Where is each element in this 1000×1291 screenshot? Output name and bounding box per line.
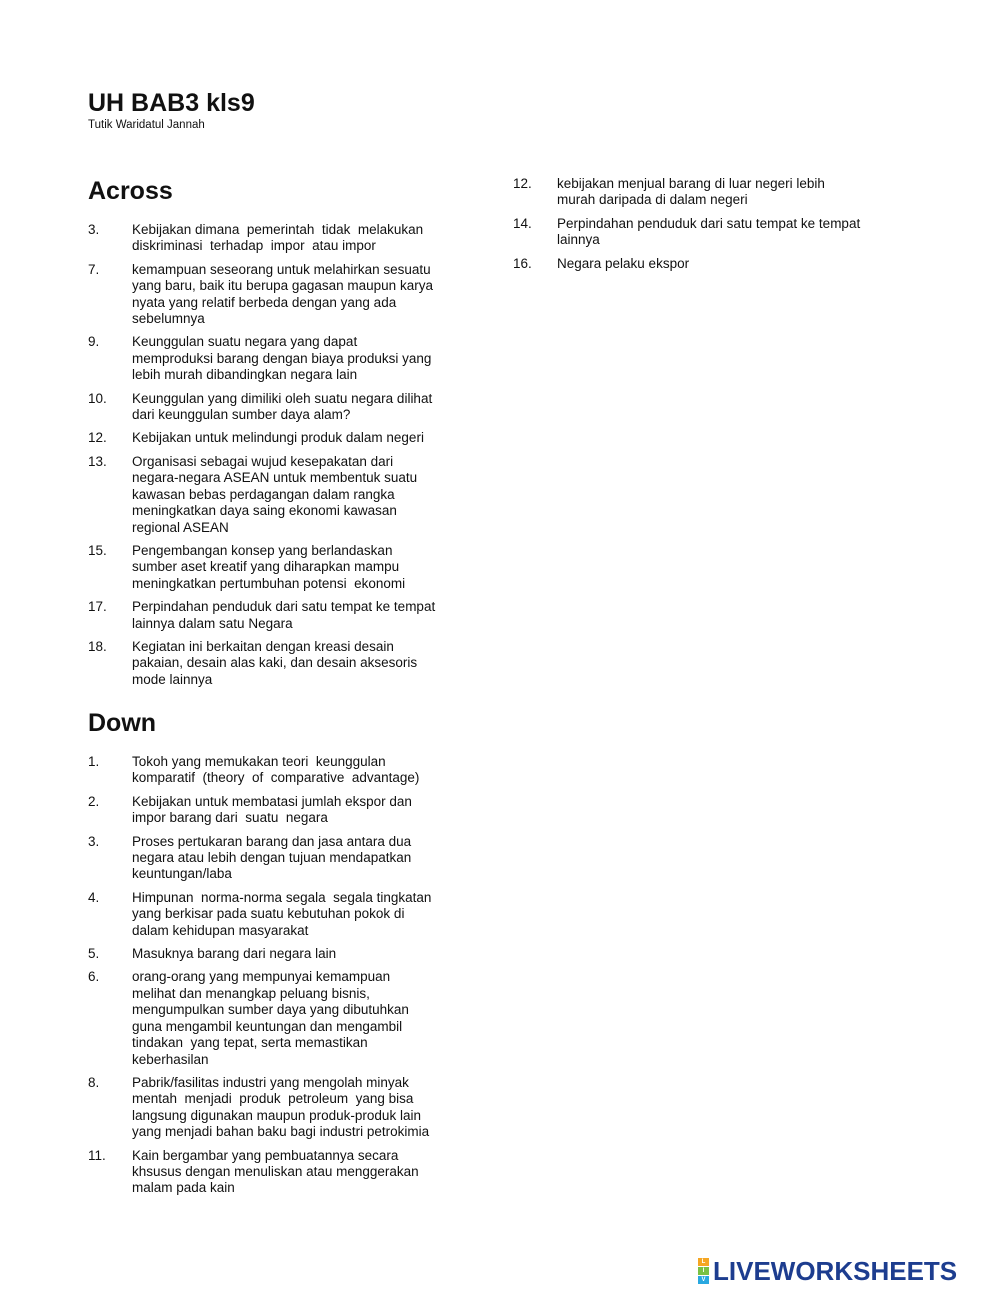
clue-item bbox=[88, 543, 468, 592]
clue-number: 9. bbox=[88, 334, 100, 350]
clue-number: 18. bbox=[88, 638, 107, 654]
worksheet-title: UH BAB3 kls9 bbox=[88, 89, 255, 117]
clue-item bbox=[88, 334, 468, 383]
clue-number: 17. bbox=[88, 599, 107, 615]
clue-item bbox=[88, 834, 468, 883]
clue-text: Tokoh yang memukakan teori keunggulan komparatif (theory of comparative advantage) bbox=[132, 754, 420, 786]
clue-number: 3. bbox=[88, 833, 100, 849]
logo-block-v: V bbox=[698, 1276, 709, 1284]
clue-item bbox=[513, 176, 903, 209]
clue-number: 13. bbox=[88, 453, 107, 469]
clue-number: 10. bbox=[88, 390, 107, 406]
clue-number: 6. bbox=[88, 969, 100, 985]
clue-item bbox=[88, 391, 468, 424]
logo-block-i: I bbox=[698, 1267, 709, 1275]
down-heading: Down bbox=[88, 709, 157, 737]
clue-number: 11. bbox=[88, 1147, 106, 1163]
clue-text: Perpindahan penduduk dari satu tempat ke tempat lainnya bbox=[557, 215, 861, 248]
clue-text: orang-orang yang mempunyai kemampuan melihat dan menangkap peluang bisnis, mengumpulkan sumber daya yang dibutuhkan guna mengambil keuntungan dan mengambil tindakan yang tepat, serta memastikan keberhasilan bbox=[132, 969, 409, 1067]
clue-item bbox=[88, 946, 468, 962]
clue-number: 8. bbox=[88, 1074, 100, 1090]
clue-item bbox=[513, 216, 903, 249]
clue-text: Himpunan norma-norma segala segala tingkatan yang berkisar pada suatu kebutuhan pokok di dalam kehidupan masyarakat bbox=[132, 889, 432, 938]
clue-item bbox=[88, 754, 468, 787]
clue-text: Pengembangan konsep yang berlandaskan sumber aset kreatif yang diharapkan mampu meningkatkan pertumbuhan potensi ekonomi bbox=[132, 542, 406, 591]
clue-text: Proses pertukaran barang dan jasa antara dua negara atau lebih dengan tujuan mendapatkan keuntungan/laba bbox=[132, 833, 412, 882]
clue-number: 15. bbox=[88, 542, 107, 558]
clue-item bbox=[88, 222, 468, 255]
clue-item bbox=[88, 1148, 468, 1197]
clue-number: 4. bbox=[88, 889, 100, 905]
clue-text: kemampuan seseorang untuk melahirkan sesuatu yang baru, baik itu berupa gagasan maupun karya nyata yang relatif berbeda dengan yang ada sebelumnya bbox=[132, 261, 433, 327]
down-clue-list-continued bbox=[513, 176, 903, 279]
clue-item bbox=[88, 890, 468, 939]
logo-block-l: L bbox=[698, 1258, 709, 1266]
clue-text: Kebijakan dimana pemerintah tidak melakukan diskriminasi terhadap impor atau impor bbox=[132, 222, 424, 254]
clue-item bbox=[88, 430, 468, 446]
clue-number: 2. bbox=[88, 793, 100, 809]
clue-number: 16. bbox=[513, 255, 532, 271]
clue-number: 5. bbox=[88, 946, 100, 962]
clue-item bbox=[513, 256, 903, 272]
clue-text: Keunggulan yang dimiliki oleh suatu negara dilihat dari keunggulan sumber daya alam? bbox=[132, 390, 433, 423]
clue-number: 7. bbox=[88, 261, 100, 277]
clue-item bbox=[88, 599, 468, 632]
down-clue-list bbox=[88, 754, 468, 1204]
clue-text: kebijakan menjual barang di luar negeri lebih murah daripada di dalam negeri bbox=[557, 176, 825, 208]
clue-number: 12. bbox=[88, 430, 107, 446]
clue-text: Kebijakan untuk membatasi jumlah ekspor dan impor barang dari suatu negara bbox=[132, 793, 412, 826]
clue-text: Keunggulan suatu negara yang dapat memproduksi barang dengan biaya produksi yang lebih murah dibandingkan negara lain bbox=[132, 334, 432, 383]
clue-text: Organisasi sebagai wujud kesepakatan dari negara-negara ASEAN untuk membentuk suatu kawasan bebas perdagangan dalam rangka meningkatkan daya saing ekonomi kawasan regional ASEAN bbox=[132, 453, 418, 535]
clue-item bbox=[88, 794, 468, 827]
clue-item bbox=[88, 639, 468, 688]
across-clue-list bbox=[88, 222, 468, 695]
clue-text: Kain bergambar yang pembuatannya secara khsusus dengan menuliskan atau menggerakan malam pada kain bbox=[132, 1147, 419, 1196]
across-heading: Across bbox=[88, 177, 173, 205]
clue-text: Kebijakan untuk melindungi produk dalam negeri bbox=[132, 430, 424, 446]
clue-text: Kegiatan ini berkaitan dengan kreasi desain pakaian, desain alas kaki, dan desain aksesoris mode lainnya bbox=[132, 638, 418, 687]
worksheet-author: Tutik Waridatul Jannah bbox=[88, 119, 205, 131]
logo-text: LIVEWORKSHEETS bbox=[713, 1256, 958, 1286]
clue-text: Masuknya barang dari negara lain bbox=[132, 946, 337, 962]
clue-number: 3. bbox=[88, 222, 100, 237]
clue-number: 1. bbox=[88, 754, 100, 769]
clue-text: Negara pelaku ekspor bbox=[557, 255, 690, 271]
clue-text: Pabrik/fasilitas industri yang mengolah minyak mentah menjadi produk petroleum yang bisa langsung digunakan maupun produk-produk lain yang menjadi bahan baku bagi industri petrokimia bbox=[132, 1074, 430, 1140]
liveworksheets-logo[interactable] bbox=[698, 1257, 957, 1285]
clue-item bbox=[88, 969, 468, 1067]
clue-item bbox=[88, 1075, 468, 1141]
clue-item bbox=[88, 262, 468, 328]
clue-text: Perpindahan penduduk dari satu tempat ke tempat lainnya dalam satu Negara bbox=[132, 599, 436, 631]
clue-number: 14. bbox=[513, 215, 532, 231]
logo-blocks-icon bbox=[698, 1258, 709, 1284]
clue-item bbox=[88, 454, 468, 536]
clue-number: 12. bbox=[513, 176, 532, 191]
